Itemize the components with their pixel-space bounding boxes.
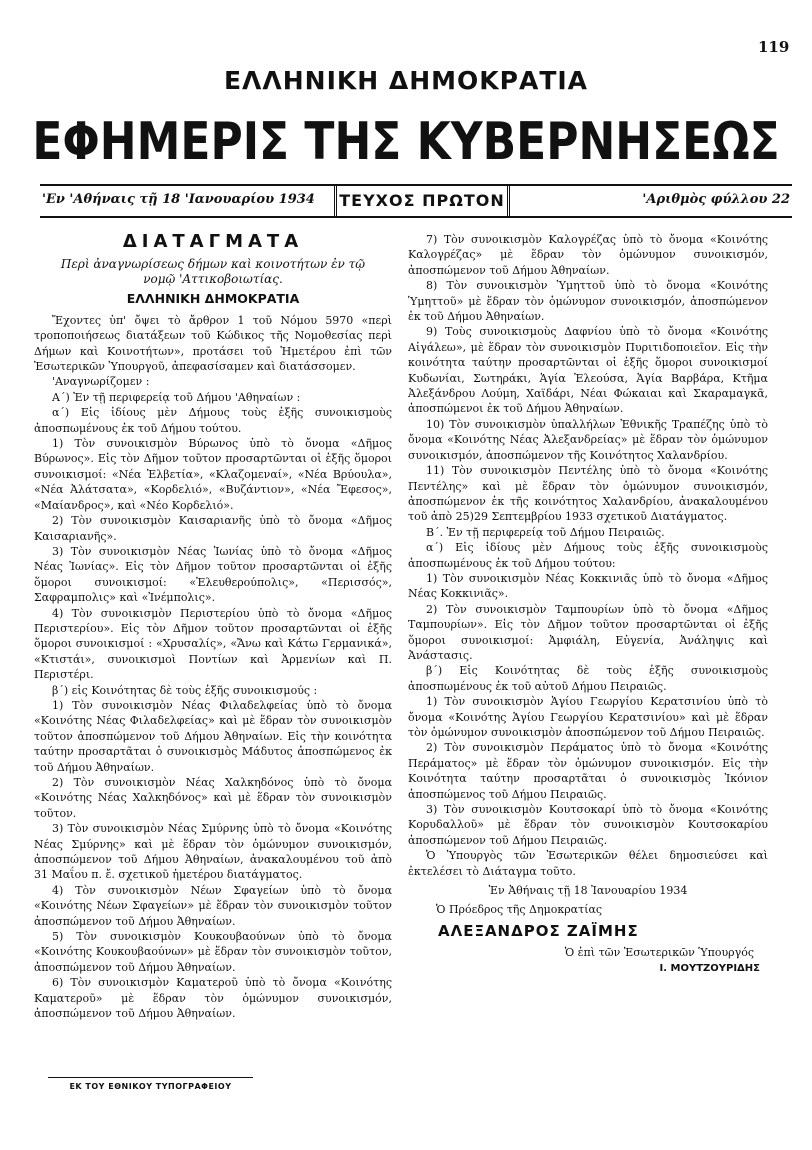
paragraph: 1) Τὸν συνοικισμὸν Νέας Φιλαδελφείας ὑπὸ τὸ ὄνομα «Κοινότης Νέας Φιλαδελφείας» καὶ μὲ ἕδραν τὸν συνοικισμὸν τοῦτον ἀποσπώμενον τοῦ Δήμου Ἀθηναίων. Εἰς τὴν κοινότητα ταύτην προσαρτᾶται ὁ συνοικισμὸς Μάδυτος ἀποσπώμενος ἐκ τοῦ Δήμου Ἀθηναίων. bbox=[34, 698, 392, 774]
minister-name: Ι. ΜΟΥΤΖΟΥΡΙΔΗΣ bbox=[659, 962, 760, 974]
paragraph: 5) Τὸν συνοικισμὸν Κουκουβαούνων ὑπὸ τὸ ὄνομα «Κοινότης Κουκουβαούνων» μὲ ἕδραν τὸν συνοικισμὸν τοῦτον, ἀποσπώμενον τοῦ Δήμου Ἀθηναίων. bbox=[34, 930, 392, 974]
section-title: ΔΙΑΤΑΓΜΑΤΑ bbox=[122, 231, 304, 252]
democracy-heading: ΕΛΛΗΝΙΚΗ ΔΗΜΟΚΡΑΤΙΑ bbox=[126, 291, 300, 307]
issue-label: ΤΕΥΧΟΣ ΠΡΩΤΟΝ bbox=[334, 186, 510, 216]
paragraph: 1) Τὸν συνοικισμὸν Βύρωνος ὑπὸ τὸ ὄνομα «Δῆμος Βύρωνος». Εἰς τὸν Δῆμον τοῦτον προσαρτῶνται οἱ ἑξῆς ὅμοροι συνοικισμοί: «Νέα Ἐλβετία», «Κλαζομεναί», «Νέα Βρύουλα», «Νέα Ἀλάτσατα», «Κορδελιό», «Βυζάντιον», «Νέα Ἔφεσος», «Μαίανδρος», καὶ «Νέο Κορδελιό». bbox=[34, 437, 392, 512]
paragraph: 3) Τὸν συνοικισμὸν Κουτσοκαρί ὑπὸ τὸ ὄνομα «Κοινότης Κορυδαλλοῦ» μὲ ἕδραν τὸν συνοικισμὸν Κουτσοκαρίου ἀποσπώμενον τοῦ Δήμου Πειραιῶς. bbox=[408, 803, 768, 847]
left-column bbox=[34, 232, 392, 1022]
paragraph: 2) Τὸν συνοικισμὸν Καισαριανῆς ὑπὸ τὸ ὄνομα «Δῆμος Καισαριανῆς». bbox=[34, 514, 392, 543]
decree-subject: Περὶ ἀναγνωρίσεως δήμων καὶ κοινοτήτων ἐν τῷ νομῷ 'Αττικοβοιωτίας. bbox=[60, 257, 366, 287]
paragraph: 2) Τὸν συνοικισμὸν Νέας Χαλκηδόνος ὑπὸ τὸ ὄνομα «Κοινότης Νέας Χαλκηδόνος» καὶ μὲ ἕδραν τὸν συνοικισμὸν τοῦτον. bbox=[34, 776, 392, 820]
sheet-number: 'Αριθμὸς φύλλου 22 bbox=[642, 192, 790, 207]
paragraph: 4) Τὸν συνοικισμὸν Νέων Σφαγείων ὑπὸ τὸ ὄνομα «Κοινότης Νέων Σφαγείων» μὲ ἕδραν τὸν συνοικισμὸν τοῦτον ἀποσπώμενον τοῦ Δήμου Ἀθηναίων. bbox=[34, 883, 392, 928]
paragraph: Ὁ Ὑπουργὸς τῶν Ἐσωτερικῶν θέλει δημοσιεύσει καὶ ἐκτελέσει τὸ Διάταγμα τοῦτο. bbox=[408, 849, 768, 878]
paragraph: α΄) Εἰς ἰδίους μὲν Δήμους τοὺς ἑξῆς συνοικισμοὺς ἀποσπωμένους ἐκ τοῦ Δήμου τούτου: bbox=[408, 541, 768, 570]
paragraph: 3) Τὸν συνοικισμὸν Νέας Ἰωνίας ὑπὸ τὸ ὄνομα «Δῆμος Νέας Ἰωνίας». Εἰς τὸν Δῆμον τοῦτον προσαρτῶνται οἱ ἑξῆς ὅμοροι συνοικισμοί: «Ἐλευθερούπολις», «Περισσός», Σαφραμπολις» καὶ «Ἰνέμπολις». bbox=[34, 544, 392, 605]
paragraph: Α΄) Ἐν τῇ περιφερείᾳ τοῦ Δήμου 'Αθηναίων : bbox=[52, 390, 301, 404]
place-date: Ἐν Ἀθήναις τῇ 18 Ἰανουαρίου 1934 bbox=[488, 884, 688, 898]
president-name: ΑΛΕΞΑΝΔΡΟΣ ΖΑΪΜΗΣ bbox=[438, 921, 639, 940]
president-title: Ὁ Πρόεδρος τῆς Δημοκρατίας bbox=[436, 903, 603, 917]
paragraph: Ἔχοντες ὑπ' ὄψει τὸ ἄρθρον 1 τοῦ Νόμου 5970 «περὶ τροποποιήσεως διατάξεων τοῦ Κώδικος τῆς Νομοθεσίας περὶ Δήμων καὶ Κοινοτήτων», προτάσει τοῦ Ἡμετέρου ἐπὶ τῶν Ἐσωτερικῶν Ὑπουργοῦ, ἀπεφασίσαμεν καὶ διατάσσομεν. bbox=[34, 313, 392, 374]
paragraph: 3) Τὸν συνοικισμὸν Νέας Σμύρνης ὑπὸ τὸ ὄνομα «Κοινότης Νέας Σμύρνης» καὶ μὲ ἕδραν τὸν ὁμώνυμον συνοικισμόν, ἀποσπώμενον τοῦ Δήμου Ἀθηναίων, ἀνακαλουμένου τοῦ ἀπὸ 31 Μαΐου π. ἔ. σχετικοῦ ἡμετέρου διατάγματος. bbox=[34, 822, 392, 882]
paragraph: 10) Τὸν συνοικισμὸν ὑπαλλήλων Ἐθνικῆς Τραπέζης ὑπὸ τὸ ὄνομα «Κοινότης Νέας Ἀλεξανδρείας» μὲ ἕδραν τὸν ὁμώνυμον συνοικισμόν, ἀποσπώμενον τῆς Κοινότητος Χαλανδρίου. bbox=[408, 417, 768, 462]
paragraph: 11) Τὸν συνοικισμὸν Πεντέλης ὑπὸ τὸ ὄνομα «Κοινότης Πεντέλης» καὶ μὲ ἕδραν τὸν ὁμώνυμον συνοικισμόν, ἀποσπώμενον ἐκ τῆς κοινότητος Χαλανδρίου, ἀνακαλουμένου τοῦ ἀπὸ 25)29 Σεπτεμβρίου 1933 σχετικοῦ Διατάγματος. bbox=[408, 464, 768, 524]
paragraph: β΄) εἰς Κοινότητας δὲ τοὺς ἑξῆς συνοικισμούς : bbox=[52, 683, 318, 697]
paragraph: 2) Τὸν συνοικισμὸν Περάματος ὑπὸ τὸ ὄνομα «Κοινότης Περάματος» μὲ ἕδραν τὸν ὁμώνυμον συνοικισμόν. Εἰς τὴν Κοινότητα ταύτην προσαρτᾶται ὁ συνοικισμὸς Ἰκόνιον ἀποσπώμενος τοῦ Δήμου Πειραιῶς. bbox=[408, 741, 768, 801]
paragraph: 7) Τὸν συνοικισμὸν Καλογρέζας ὑπὸ τὸ ὄνομα «Κοινότης Καλογρέζας» μὲ ἕδραν τὸν ὁμώνυμον συνοικισμόν, ἀποσπώμενον τοῦ Δήμου Ἀθηναίων. bbox=[408, 233, 768, 277]
right-column bbox=[408, 232, 768, 976]
paragraph: α΄) Εἰς ἰδίους μὲν Δήμους τοὺς ἑξῆς συνοικισμοὺς ἀποσπωμένους ἐκ τοῦ Δήμου τούτου. bbox=[34, 406, 392, 435]
paragraph: 4) Τὸν συνοικισμὸν Περιστερίου ὑπὸ τὸ ὄνομα «Δῆμος Περιστερίου». Εἰς τὸν Δῆμον τοῦτον προσαρτῶνται οἱ ἑξῆς ὅμοροι συνοικισμοί : «Χρυσαλίς», «Ἄνω καὶ Κάτω Γερμανικά», «Κτιστάι», συνοικισμοὶ Ποντίων καὶ Ἀρμενίων καὶ Π. Περιστέρι. bbox=[34, 606, 392, 682]
republic-header: ΕΛΛΗΝΙΚΗ ΔΗΜΟΚΡΑΤΙΑ bbox=[223, 66, 589, 95]
paragraph: β΄) Εἰς Κοινότητας δὲ τοὺς ἑξῆς συνοικισμοὺς ἀποσπωμένους ἐκ τοῦ αὐτοῦ Δήμου Πειραιῶς. bbox=[408, 664, 768, 693]
paragraph: 1) Τὸν συνοικισμὸν Νέας Κοκκινιᾶς ὑπὸ τὸ ὄνομα «Δῆμος Νέας Κοκκινιᾶς». bbox=[408, 571, 768, 601]
paragraph: 2) Τὸν συνοικισμὸν Ταμπουρίων ὑπὸ τὸ ὄνομα «Δῆμος Ταμπουρίων». Εἰς τὸν Δῆμον τοῦτον προσαρτῶνται οἱ ἑξῆς ὅμοροι συνοικισμοί: Ἀμφιάλη, Εὐγενία, Ἀνάληψις καὶ Ἀνάστασις. bbox=[408, 602, 768, 662]
paragraph: Β΄. Ἐν τῇ περιφερείᾳ τοῦ Δήμου Πειραιῶς. bbox=[426, 525, 665, 539]
paragraph: 'Αναγνωρίζομεν : bbox=[52, 375, 150, 389]
minister-title: Ὁ ἐπὶ τῶν Ἐσωτερικῶν Ὑπουργός bbox=[564, 946, 754, 960]
paragraph: 9) Τοὺς συνοικισμοὺς Δαφνίου ὑπὸ τὸ ὄνομα «Κοινότης Αἰγάλεω», μὲ ἕδραν τὸν συνοικισμὸν Πυριτιδοποιεῖον. Εἰς τὴν κοινότητα ταύτην προσαρτῶνται οἱ ἑξῆς ὅμοροι συνοικισμοί Κυδωνίαι, Σωτηράκι, Ἁγία Ἐλεούσα, Ἁγία Βαρβάρα, Κτῆμα Ἀλεξάνδρου Λούμη, Χαϊδάρι, Νέαι Φώκαιαι καὶ Σκαραμαγκᾶ, ἀποσπώμενοι ἐκ τοῦ Δήμου Ἀθηναίων. bbox=[408, 325, 768, 416]
paragraph: 6) Τὸν συνοικισμὸν Καματεροῦ ὑπὸ τὸ ὄνομα «Κοινότης Καματεροῦ» μὲ ἕδραν τὸν ὁμώνυμον συνοικισμόν, ἀποσπώμενον τοῦ Δήμου Ἀθηναίων. bbox=[34, 976, 392, 1021]
page-number: 119 bbox=[758, 38, 790, 56]
gazette-title: ΕΦΗΜΕΡΙΣ ΤΗΣ ΚΥΒΕΡΝΗΣΕΩΣ bbox=[32, 112, 780, 173]
date-line: 'Εν 'Αθήναις τῇ 18 'Ιανουαρίου 1934 bbox=[42, 192, 315, 207]
paragraph: 1) Τὸν συνοικισμὸν Ἁγίου Γεωργίου Κερατσινίου ὑπὸ τὸ ὄνομα «Κοινότης Ἁγίου Γεωργίου Κερατσινίου» καὶ μὲ ἕδραν τὸν ὁμώνυμον συνοικισμὸν ἀποσπώμενον τοῦ Δήμου Πειραιῶς. bbox=[408, 695, 768, 739]
issue-info-bar bbox=[40, 184, 792, 218]
paragraph: 8) Τὸν συνοικισμὸν Ὑμηττοῦ ὑπὸ τὸ ὄνομα «Κοινότης Ὑμηττοῦ» μὲ ἕδραν τὸν ὁμώνυμον συνοικισμόν, ἀποσπώμενον ἐκ τοῦ Δήμου Ἀθηναίων. bbox=[408, 279, 768, 324]
printer-footer: ΕΚ ΤΟΥ ΕΘΝΙΚΟΥ ΤΥΠΟΓΡΑΦΕΙΟΥ bbox=[48, 1077, 253, 1091]
